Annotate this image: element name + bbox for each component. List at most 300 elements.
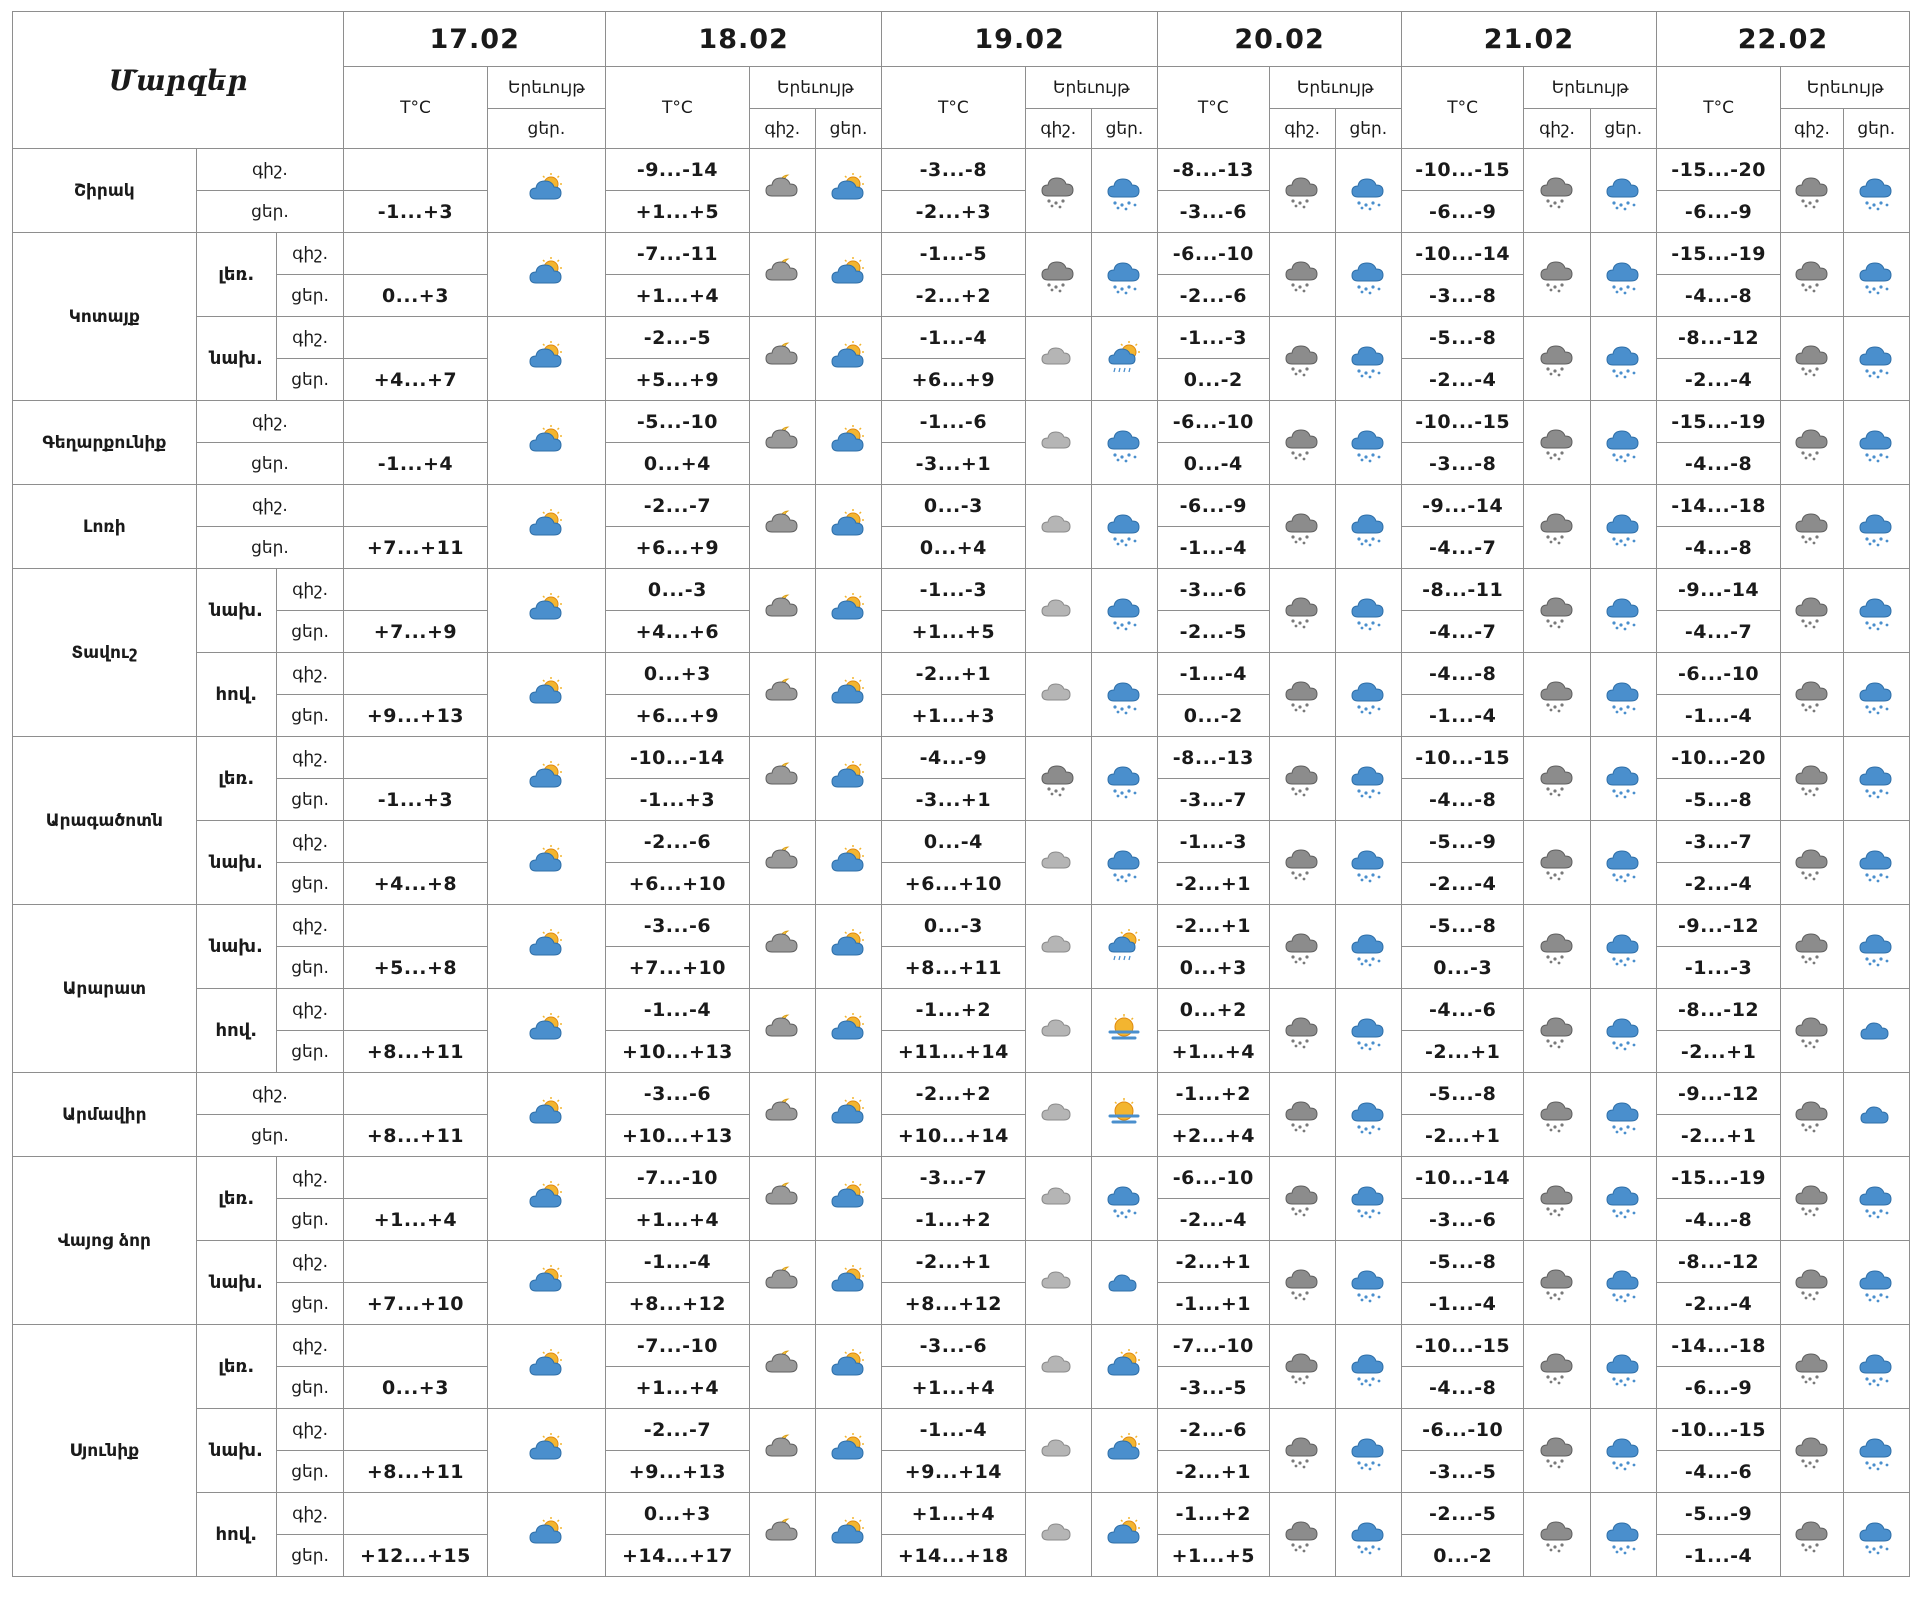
day-row-label: ցեր.	[276, 1535, 343, 1577]
snow-blue-icon	[1346, 676, 1390, 716]
night-icon-cell	[1025, 653, 1091, 737]
snow-gray-icon	[1280, 1180, 1324, 1220]
day-icon-cell	[1335, 653, 1401, 737]
snow-gray-icon	[1790, 1432, 1834, 1472]
temp-day: +8...+12	[606, 1283, 750, 1325]
temp-day: +5...+8	[344, 947, 488, 989]
day-icon-cell	[1590, 233, 1656, 317]
temp-day: +6...+9	[882, 359, 1026, 401]
night-icon-cell	[1269, 1409, 1335, 1493]
temp-night: -1...-4	[606, 989, 750, 1031]
subregion-name: նախ.	[196, 905, 276, 989]
temp-night: -2...+1	[1158, 905, 1269, 947]
temp-day: -2...-4	[1158, 1199, 1269, 1241]
phenomena-header: Երեւույթ	[1781, 67, 1910, 109]
snow-blue-icon	[1346, 1348, 1390, 1388]
snow-gray-icon	[1790, 844, 1834, 884]
temp-day: -3...-6	[1158, 191, 1269, 233]
temp-day: -3...+1	[882, 443, 1026, 485]
temperature-header: T°C	[1401, 67, 1523, 149]
temp-night: -1...-5	[882, 233, 1026, 275]
partly-sunny-icon	[524, 256, 568, 296]
temp-night: -7...-10	[606, 1325, 750, 1367]
night-row-label: գիշ.	[276, 317, 343, 359]
night-icon-cell	[1781, 149, 1843, 233]
partly-cloudy-night-icon	[760, 760, 804, 800]
day-icon-cell	[815, 821, 881, 905]
temp-day: +1...+4	[344, 1199, 488, 1241]
snow-blue-icon	[1601, 1180, 1645, 1220]
snow-gray-icon	[1280, 928, 1324, 968]
snow-blue-icon	[1854, 1348, 1898, 1388]
subregion-name: հով.	[196, 1493, 276, 1577]
temp-night-empty	[344, 485, 488, 527]
day-icon-cell	[815, 1157, 881, 1241]
day-icon-cell	[1590, 653, 1656, 737]
cloudy-icon	[1036, 1264, 1080, 1304]
partly-sunny-icon	[826, 508, 870, 548]
snow-blue-icon	[1102, 760, 1146, 800]
temp-night: -9...-14	[606, 149, 750, 191]
region-name: Արարատ	[13, 905, 197, 1073]
temp-night: -10...-15	[1401, 737, 1523, 779]
temp-day: -3...-5	[1158, 1367, 1269, 1409]
temp-day: 0...-3	[1401, 947, 1523, 989]
temp-night: 0...+3	[606, 653, 750, 695]
temp-day: -2...+1	[1401, 1115, 1523, 1157]
temp-day: -2...+1	[1656, 1031, 1780, 1073]
day-icon-cell	[1843, 1325, 1909, 1409]
region-name: Կոտայք	[13, 233, 197, 401]
cloudy-icon	[1036, 844, 1080, 884]
temp-night: 0...-3	[882, 485, 1026, 527]
temp-night: -3...-6	[606, 1073, 750, 1115]
snow-blue-icon	[1346, 1096, 1390, 1136]
night-icon-cell	[1025, 1073, 1091, 1157]
day-icon-cell	[1843, 905, 1909, 989]
snow-blue-icon	[1102, 424, 1146, 464]
temp-day: +9...+13	[606, 1451, 750, 1493]
temp-night: -8...-11	[1401, 569, 1523, 611]
region-name: Գեղարքունիք	[13, 401, 197, 485]
temp-night: -2...-6	[606, 821, 750, 863]
temp-night: -10...-15	[1401, 401, 1523, 443]
partly-sunny-icon	[826, 340, 870, 380]
cloudy-icon	[1036, 676, 1080, 716]
partly-sunny-icon	[524, 844, 568, 884]
day-row-label: ցեր.	[276, 863, 343, 905]
temp-day: -2...-4	[1401, 863, 1523, 905]
temp-night: +1...+4	[882, 1493, 1026, 1535]
temp-day: 0...-2	[1158, 359, 1269, 401]
temp-night-empty	[344, 233, 488, 275]
temp-day: +1...+5	[1158, 1535, 1269, 1577]
temp-day: -1...+4	[344, 443, 488, 485]
temp-day: -3...+1	[882, 779, 1026, 821]
temp-night: -7...-10	[606, 1157, 750, 1199]
night-icon-cell	[749, 905, 815, 989]
snow-blue-icon	[1346, 1516, 1390, 1556]
temp-night-empty	[344, 821, 488, 863]
day-icon-cell	[1091, 1493, 1157, 1577]
night-row-label: գիշ.	[276, 737, 343, 779]
temp-night: -5...-9	[1656, 1493, 1780, 1535]
day-subheader: ցեր.	[1091, 109, 1157, 149]
day-icon-cell	[487, 149, 605, 233]
snow-gray-icon	[1535, 256, 1579, 296]
partly-sunny-icon	[826, 1264, 870, 1304]
day-icon-cell	[1335, 317, 1401, 401]
temp-night: -15...-19	[1656, 1157, 1780, 1199]
temp-day: 0...+3	[344, 1367, 488, 1409]
partly-cloudy-night-icon	[760, 1012, 804, 1052]
snow-gray-icon	[1790, 1516, 1834, 1556]
night-icon-cell	[1025, 1493, 1091, 1577]
temp-night: -1...-4	[882, 1409, 1026, 1451]
night-icon-cell	[1025, 569, 1091, 653]
light-snow-icon	[1854, 1096, 1898, 1136]
night-subheader: գիշ.	[1269, 109, 1335, 149]
day-subheader: ցեր.	[1335, 109, 1401, 149]
snow-gray-icon	[1790, 928, 1834, 968]
forecast-table	[12, 11, 1910, 1577]
temp-day: +8...+11	[344, 1451, 488, 1493]
date-header: 18.02	[606, 12, 882, 67]
night-icon-cell	[749, 1241, 815, 1325]
temp-day: -1...-3	[1656, 947, 1780, 989]
temp-night: -2...-5	[606, 317, 750, 359]
day-icon-cell	[1091, 149, 1157, 233]
day-icon-cell	[1335, 989, 1401, 1073]
temp-day: +6...+9	[606, 527, 750, 569]
temp-day: +6...+10	[606, 863, 750, 905]
day-icon-cell	[1843, 233, 1909, 317]
temperature-header: T°C	[882, 67, 1026, 149]
temp-day: -1...+1	[1158, 1283, 1269, 1325]
night-icon-cell	[1524, 989, 1590, 1073]
night-icon-cell	[749, 569, 815, 653]
partly-sunny-icon	[826, 928, 870, 968]
snow-blue-icon	[1854, 592, 1898, 632]
temp-day: +1...+5	[606, 191, 750, 233]
date-header: 22.02	[1656, 12, 1909, 67]
night-row-label: գիշ.	[276, 905, 343, 947]
night-icon-cell	[1524, 905, 1590, 989]
night-icon-cell	[1781, 905, 1843, 989]
partly-sunny-icon	[524, 172, 568, 212]
subregion-name: նախ.	[196, 1241, 276, 1325]
temp-day: -3...-8	[1401, 443, 1523, 485]
temp-night: -10...-15	[1401, 149, 1523, 191]
temp-day: -3...-5	[1401, 1451, 1523, 1493]
partly-cloudy-night-icon	[760, 1348, 804, 1388]
night-icon-cell	[749, 401, 815, 485]
temp-day: +1...+3	[882, 695, 1026, 737]
temperature-header: T°C	[1656, 67, 1780, 149]
night-icon-cell	[1524, 1493, 1590, 1577]
day-icon-cell	[487, 737, 605, 821]
snow-blue-icon	[1346, 760, 1390, 800]
partly-sunny-icon	[826, 1180, 870, 1220]
snow-gray-icon	[1790, 760, 1834, 800]
subregion-name: հով.	[196, 653, 276, 737]
temp-day: 0...+4	[882, 527, 1026, 569]
cloudy-icon	[1036, 340, 1080, 380]
night-icon-cell	[1025, 401, 1091, 485]
day-icon-cell	[815, 989, 881, 1073]
temp-day: -1...-4	[1401, 695, 1523, 737]
night-icon-cell	[1025, 1325, 1091, 1409]
snow-gray-icon	[1790, 1012, 1834, 1052]
temp-day: -3...-8	[1401, 275, 1523, 317]
day-icon-cell	[1590, 1409, 1656, 1493]
day-icon-cell	[815, 1409, 881, 1493]
subregion-name: նախ.	[196, 821, 276, 905]
snow-blue-icon	[1601, 1264, 1645, 1304]
day-icon-cell	[487, 905, 605, 989]
night-icon-cell	[1781, 1073, 1843, 1157]
day-icon-cell	[487, 1241, 605, 1325]
temp-night: -3...-6	[1158, 569, 1269, 611]
day-icon-cell	[1843, 401, 1909, 485]
temp-night: -9...-14	[1401, 485, 1523, 527]
snow-gray-icon	[1535, 844, 1579, 884]
day-icon-cell	[1091, 485, 1157, 569]
temp-night: 0...-3	[882, 905, 1026, 947]
snow-blue-icon	[1102, 508, 1146, 548]
snow-blue-icon	[1601, 508, 1645, 548]
partly-sunny-icon	[524, 508, 568, 548]
region-name: Վայոց ձոր	[13, 1157, 197, 1325]
snow-blue-icon	[1601, 256, 1645, 296]
night-row-label: գիշ.	[196, 401, 344, 443]
snow-gray-icon	[1535, 1516, 1579, 1556]
temp-day: -1...+3	[606, 779, 750, 821]
temp-day: +7...+11	[344, 527, 488, 569]
temp-day: -6...-9	[1401, 191, 1523, 233]
night-icon-cell	[1524, 1241, 1590, 1325]
snow-blue-icon	[1102, 1180, 1146, 1220]
snow-blue-icon	[1854, 172, 1898, 212]
temp-night-empty	[344, 737, 488, 779]
snow-gray-icon	[1280, 1264, 1324, 1304]
day-icon-cell	[1843, 1073, 1909, 1157]
partly-sunny-icon	[1102, 1348, 1146, 1388]
temp-day: -1...+3	[344, 779, 488, 821]
snow-blue-icon	[1854, 844, 1898, 884]
partly-sunny-icon	[524, 760, 568, 800]
night-icon-cell	[749, 485, 815, 569]
temp-day: 0...+3	[1158, 947, 1269, 989]
snow-blue-icon	[1854, 760, 1898, 800]
temp-night: -7...-11	[606, 233, 750, 275]
night-icon-cell	[1025, 989, 1091, 1073]
snow-blue-icon	[1854, 1180, 1898, 1220]
snow-gray-icon	[1790, 1180, 1834, 1220]
snow-gray-icon	[1790, 1348, 1834, 1388]
temp-night: -5...-8	[1401, 1241, 1523, 1283]
temp-night: 0...+2	[1158, 989, 1269, 1031]
snow-blue-icon	[1601, 1516, 1645, 1556]
day-icon-cell	[487, 1493, 605, 1577]
snow-gray-icon	[1280, 676, 1324, 716]
temp-night-empty	[344, 1073, 488, 1115]
temp-day: -4...-8	[1401, 1367, 1523, 1409]
temp-day: 0...-4	[1158, 443, 1269, 485]
temp-day: +4...+7	[344, 359, 488, 401]
temp-night-empty	[344, 1157, 488, 1199]
temp-day: +10...+13	[606, 1115, 750, 1157]
night-row-label: գիշ.	[276, 653, 343, 695]
snow-blue-icon	[1601, 844, 1645, 884]
partly-sunny-icon	[524, 1516, 568, 1556]
temp-night-empty	[344, 569, 488, 611]
temp-day: -2...+3	[882, 191, 1026, 233]
night-row-label: գիշ.	[276, 1325, 343, 1367]
temp-night: -8...-12	[1656, 1241, 1780, 1283]
night-icon-cell	[1025, 737, 1091, 821]
night-icon-cell	[749, 653, 815, 737]
temp-day: -2...+1	[1401, 1031, 1523, 1073]
snow-gray-icon	[1790, 1096, 1834, 1136]
snow-blue-icon	[1854, 508, 1898, 548]
phenomena-header: Երեւույթ	[1025, 67, 1157, 109]
snow-blue-icon	[1346, 1180, 1390, 1220]
partly-cloudy-night-icon	[760, 592, 804, 632]
temp-night: -5...-9	[1401, 821, 1523, 863]
temp-night: 0...-3	[606, 569, 750, 611]
temp-day: -2...-5	[1158, 611, 1269, 653]
temp-day: +8...+11	[344, 1115, 488, 1157]
night-row-label: գիշ.	[276, 1493, 343, 1535]
snow-blue-icon	[1346, 928, 1390, 968]
temp-day: -2...-4	[1401, 359, 1523, 401]
snow-blue-icon	[1601, 1348, 1645, 1388]
temp-night: -2...-7	[606, 1409, 750, 1451]
temp-day: +4...+8	[344, 863, 488, 905]
day-icon-cell	[1335, 485, 1401, 569]
snow-blue-icon	[1854, 340, 1898, 380]
day-icon-cell	[1091, 1073, 1157, 1157]
temp-day: -2...+1	[1656, 1115, 1780, 1157]
night-icon-cell	[749, 149, 815, 233]
temp-night: -4...-6	[1401, 989, 1523, 1031]
day-icon-cell	[1335, 233, 1401, 317]
partly-cloudy-night-icon	[760, 424, 804, 464]
temp-day: +4...+6	[606, 611, 750, 653]
night-icon-cell	[1025, 149, 1091, 233]
snow-blue-icon	[1601, 1012, 1645, 1052]
snow-blue-icon	[1601, 760, 1645, 800]
temp-day: +7...+10	[606, 947, 750, 989]
partly-sunny-icon	[524, 1180, 568, 1220]
temp-day: +12...+15	[344, 1535, 488, 1577]
temp-night: 0...-4	[882, 821, 1026, 863]
night-icon-cell	[1781, 821, 1843, 905]
night-icon-cell	[1524, 1325, 1590, 1409]
temp-day: -4...-7	[1401, 611, 1523, 653]
night-icon-cell	[1025, 1241, 1091, 1325]
day-icon-cell	[1335, 1241, 1401, 1325]
partly-sunny-icon	[826, 1432, 870, 1472]
snow-gray-icon	[1036, 760, 1080, 800]
night-icon-cell	[1524, 233, 1590, 317]
cloudy-icon	[1036, 1012, 1080, 1052]
snow-gray-icon	[1535, 1264, 1579, 1304]
night-row-label: գիշ.	[276, 821, 343, 863]
night-icon-cell	[1269, 737, 1335, 821]
snow-gray-icon	[1535, 676, 1579, 716]
temp-day: +10...+13	[606, 1031, 750, 1073]
night-icon-cell	[1781, 1157, 1843, 1241]
temp-day: +7...+9	[344, 611, 488, 653]
temp-night: -15...-20	[1656, 149, 1780, 191]
day-icon-cell	[1091, 737, 1157, 821]
temp-day: +1...+4	[882, 1367, 1026, 1409]
snow-gray-icon	[1280, 172, 1324, 212]
night-icon-cell	[1269, 1073, 1335, 1157]
subregion-name: լեռ.	[196, 737, 276, 821]
temp-night: -1...-4	[882, 317, 1026, 359]
night-icon-cell	[1781, 401, 1843, 485]
partly-sunny-icon	[524, 340, 568, 380]
snow-gray-icon	[1535, 760, 1579, 800]
temp-day: -2...-4	[1656, 1283, 1780, 1325]
temp-day: -4...-7	[1401, 527, 1523, 569]
partly-sunny-icon	[524, 928, 568, 968]
subregion-name: նախ.	[196, 1409, 276, 1493]
region-name: Լոռի	[13, 485, 197, 569]
partly-sunny-icon	[1102, 1516, 1146, 1556]
phenomena-header: Երեւույթ	[1269, 67, 1401, 109]
temp-night: -4...-8	[1401, 653, 1523, 695]
day-icon-cell	[1335, 1493, 1401, 1577]
night-row-label: գիշ.	[276, 1157, 343, 1199]
day-icon-cell	[1091, 233, 1157, 317]
partly-sunny-icon	[826, 760, 870, 800]
night-icon-cell	[1269, 1157, 1335, 1241]
snow-blue-icon	[1102, 844, 1146, 884]
temp-day: +1...+4	[606, 275, 750, 317]
temp-night: -5...-8	[1401, 1073, 1523, 1115]
temperature-header: T°C	[344, 67, 488, 149]
snow-blue-icon	[1102, 172, 1146, 212]
partly-sunny-icon	[524, 1264, 568, 1304]
snow-blue-icon	[1854, 676, 1898, 716]
night-icon-cell	[1524, 317, 1590, 401]
temperature-header: T°C	[1158, 67, 1269, 149]
day-icon-cell	[1590, 569, 1656, 653]
snow-gray-icon	[1790, 676, 1834, 716]
temp-day: -2...-6	[1158, 275, 1269, 317]
date-header: 20.02	[1158, 12, 1402, 67]
temp-day: +1...+4	[606, 1367, 750, 1409]
night-icon-cell	[1025, 317, 1091, 401]
night-subheader: գիշ.	[1781, 109, 1843, 149]
day-icon-cell	[815, 401, 881, 485]
temp-day: -4...-8	[1656, 527, 1780, 569]
snow-blue-icon	[1346, 592, 1390, 632]
temp-night: -1...-3	[1158, 317, 1269, 359]
day-icon-cell	[815, 485, 881, 569]
phenomena-header: Երեւույթ	[1524, 67, 1656, 109]
temp-day: +1...+4	[606, 1199, 750, 1241]
snow-gray-icon	[1535, 508, 1579, 548]
snow-gray-icon	[1790, 172, 1834, 212]
snow-gray-icon	[1280, 256, 1324, 296]
night-icon-cell	[1269, 317, 1335, 401]
night-icon-cell	[1781, 233, 1843, 317]
